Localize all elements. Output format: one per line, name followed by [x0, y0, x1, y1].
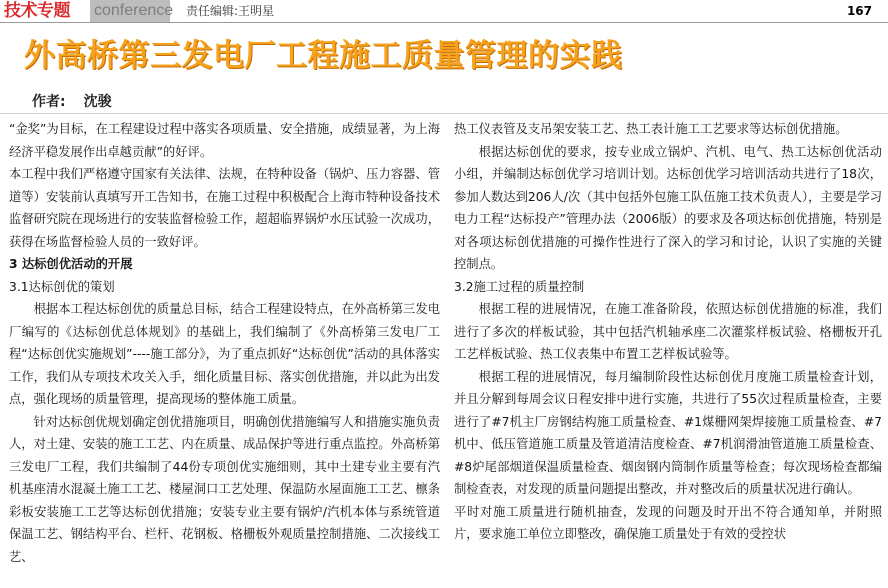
- paragraph: 针对达标创优规划确定创优措施项目，明确创优措施编写人和措施实施负责人，对土建、安装的施工工艺、内在质量、成品保护等进行重点监控。外高桥第三发电厂工程，我们共编制了44份专项创优实施细则，其中土建专业主要有汽机基座清水混凝土施工工艺、楼屋洞口工艺处理、保温防水屋面施工工艺、檩条彩板安装施工工艺等达标创优措施；安装专业主要有锅炉/汽机本体与系统管道保温工艺、钢结构平台、栏杆、花钢板、格栅板外观质量控制措施、二次接线工艺、: [9, 414, 440, 564]
- header-divider: [0, 22, 888, 23]
- paragraph: 根据工程的进展情况，每月编制阶段性达标创优月度施工质量检查计划，并且分解到每周会议日程安排中进行实施，共进行了55次过程质量检查，主要进行了#7机主厂房钢结构施工质量检查、#1煤栅网架焊接施工质量检查、#7机中、低压管道施工质量及管道清洁度检查、#7机润滑油管道施工质量检查、#8炉尾部烟道保温质量检查、烟囱钢内筒制作质量等检查；每次现场检查都编制检查表，对发现的质量问题提出整改，并对整改后的质量状况进行确认。: [454, 369, 882, 496]
- author-byline: [32, 93, 112, 111]
- author-label: 作者:: [32, 94, 66, 110]
- author-name: 沈骏: [83, 94, 112, 110]
- paragraph: 热工仪表管及支吊架安装工艺、热工表计施工工艺要求等达标创优措施。: [454, 122, 848, 136]
- paragraph: 根据工程的进展情况，在施工准备阶段，依照达标创优措施的标准，我们进行了多次的样板试验，其中包括汽机轴承座二次灌浆样板试验、格栅板开孔工艺样板试验、热工仪表集中布置工艺样板试验等。: [454, 302, 882, 361]
- page-number: 167: [846, 4, 872, 18]
- paragraph: 本工程中我们严格遵守国家有关法律、法规，在特种设备（锅炉、压力容器、管道等）安装前认真填写开工告知书，在施工过程中积极配合上海市特种设备技术监督研究院在现场进行的安装监督检验工作，超超临界锅炉水压试验一次成功，获得在场监督检验人员的一致好评。: [9, 167, 440, 249]
- right-column: [454, 118, 882, 546]
- paragraph: 根据达标创优的要求，按专业成立锅炉、汽机、电气、热工达标创优活动小组，并编制达标创优学习培训计划。达标创优学习培训活动共进行了18次，参加人数达到206人/次（其中包括外包施工队伍施工技术负责人），主要是学习电力工程“达标投产”管理办法（2006版）的要求及各项达标创优措施，特别是对各项达标创优措施的可操作性进行了深入的学习和讨论，认识了实施的关键控制点。: [454, 144, 882, 271]
- byline-divider: [0, 113, 888, 114]
- responsible-editor: 责任编辑:王明星: [186, 4, 275, 18]
- subsection-heading: 3.2施工过程的质量控制: [454, 279, 585, 294]
- subsection-heading: 3.1达标创优的策划: [9, 279, 115, 294]
- section-tag: conference: [94, 2, 174, 19]
- article-title: 外高桥第三发电厂工程施工质量管理的实践: [24, 38, 623, 74]
- section-heading: 3 达标创优活动的开展: [9, 257, 133, 271]
- left-column: [9, 118, 440, 568]
- paragraph: “金奖”为目标，在工程建设过程中落实各项质量、安全措施，成绩显著，为上海经济平稳发展作出卓越贡献”的好评。: [9, 122, 440, 159]
- page-header: [0, 0, 888, 24]
- section-label: 技术专题: [4, 1, 70, 21]
- paragraph: 根据本工程达标创优的质量总目标，结合工程建设特点，在外高桥第三发电厂编写的《达标创优总体规划》的基础上，我们编制了《外高桥第三发电厂工程“达标创优实施规划”----施工部分》，为了重点抓好“达标创优”活动的具体落实工作，我们从专项技术攻关入手，细化质量目标、落实创优措施，并以此为出发点，强化现场的质量管理，提高现场的整体施工质量。: [9, 302, 440, 406]
- paragraph: 平时对施工质量进行随机抽查，发现的问题及时开出不符合通知单，并附照片，要求施工单位立即整改，确保施工质量处于有效的受控状: [454, 504, 882, 541]
